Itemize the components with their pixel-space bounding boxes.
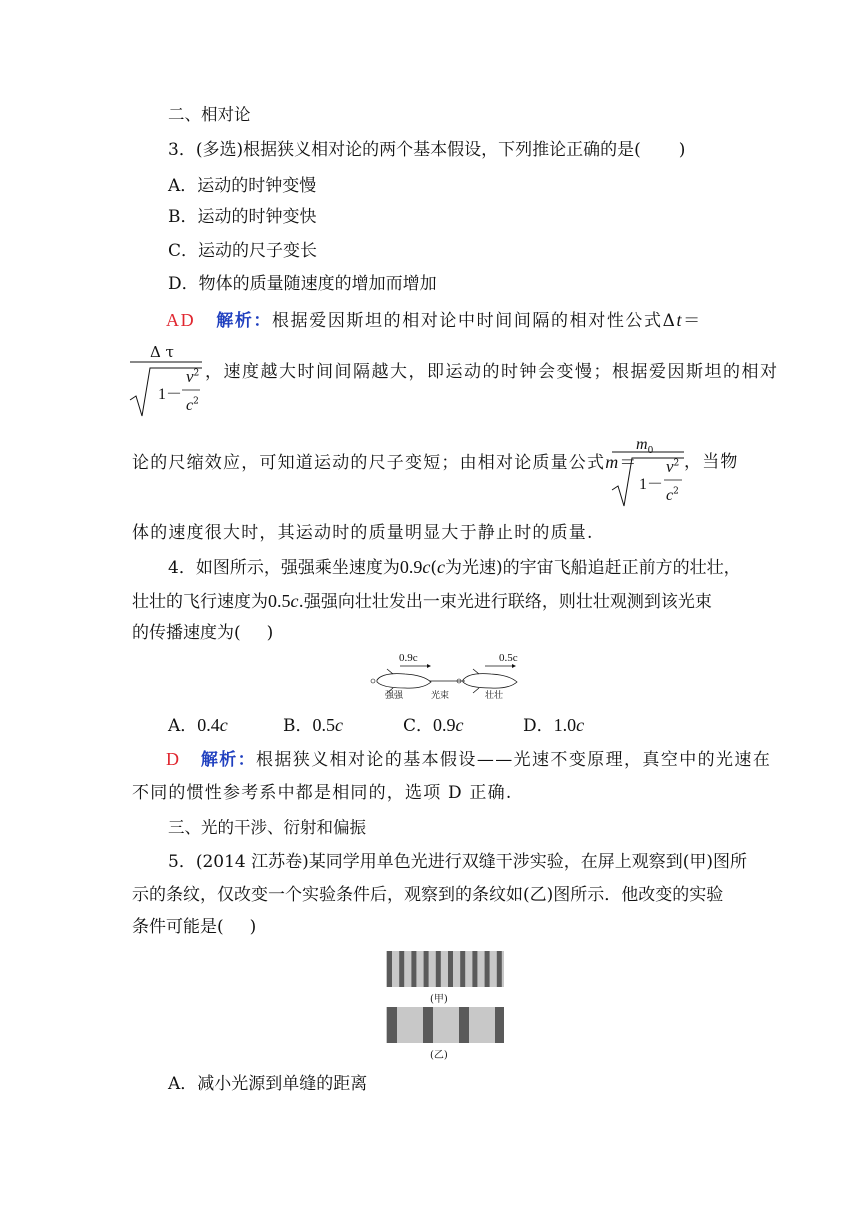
q4-analysis-text1: 根据狭义相对论的基本假设——光速不变原理，真空中的光速在 <box>256 750 772 770</box>
dark-fringe <box>497 951 502 987</box>
q4-stem-line1 <box>168 557 741 578</box>
q3-stem <box>168 140 685 160</box>
q3-frac2-v2 <box>666 457 679 477</box>
section-title-relativity: 二、相对论 <box>168 105 251 124</box>
dark-fringe <box>460 951 465 987</box>
q5-fringe-yi-stripes <box>386 1007 504 1043</box>
q4-option-b <box>283 715 343 736</box>
q3-analysis-line1 <box>166 310 702 331</box>
dark-fringe <box>424 951 429 987</box>
q3-frac2-v-exp: 2 <box>673 458 680 469</box>
q5-label-yi: (乙) <box>430 1050 448 1061</box>
q4-text3b: ) <box>266 623 274 643</box>
dark-fringe <box>436 951 441 987</box>
q4-text1b: ( <box>430 558 437 578</box>
q4-fig-label-light: 光束 <box>431 691 450 701</box>
dark-fringe <box>387 951 392 987</box>
q3-frac2-m: m <box>636 436 648 453</box>
q3-option-d: D．物体的质量随速度的增加而增加 <box>168 274 437 294</box>
q3-frac1-c-exp: 2 <box>193 396 199 407</box>
q5-text3b: ) <box>249 917 257 937</box>
q4-opt-d-value: 1.0 <box>553 715 577 735</box>
q3-option-a: A．运动的时钟变慢 <box>168 176 317 196</box>
q4-fig-label-zhuangzhuang: 壮壮 <box>485 691 504 701</box>
q4-opt-b-value: 0.5 <box>312 715 335 735</box>
q3-analysis-text3: 论的尺缩效应，可知道运动的尺子变短；由相对论质量公式 <box>132 453 606 473</box>
q3-frac1-v2 <box>186 367 199 387</box>
q4-text2b: .强强向壮壮发出一束光进行联络，则壮壮观测到该光束 <box>298 592 712 612</box>
q4-c2: c <box>436 557 445 577</box>
q4-opt-c-unit: c <box>455 715 464 735</box>
q3-analysis-line3b: ，当物 <box>684 452 739 472</box>
q3-frac1-c2 <box>186 395 199 415</box>
q5-stem-line2: 示的条纹，仅改变一个实验条件后，观察到的条纹如(乙)图所示．他改变的实验 <box>132 885 724 905</box>
q3-analysis-text1: 根据爱因斯坦的相对论中时间间隔的相对性公式 <box>272 311 663 331</box>
q3-frac1-numerator: Δ τ <box>150 343 174 361</box>
q3-analysis-line3a <box>132 452 638 473</box>
q4-text2: 壮壮的飞行速度为 <box>132 592 268 612</box>
q3-frac1-v-exp: 2 <box>193 368 200 379</box>
q3-analysis-line2: ，速度越大时间间隔越大，即运动的时钟会变慢；根据爱因斯坦的相对 <box>205 362 779 382</box>
q3-stem-text: 3．(多选)根据狭义相对论的两个基本假设，下列推论正确的是( <box>168 140 641 160</box>
q4-opt-b-letter: B． <box>283 716 313 736</box>
q3-frac2-v: v <box>666 457 674 476</box>
q4-opt-d-letter: D． <box>523 716 554 736</box>
q4-opt-c-value: 0.9 <box>433 715 456 735</box>
q3-formula-delta: Δ <box>662 311 677 331</box>
q3-frac1-v: v <box>186 367 194 386</box>
q3-frac2-c2 <box>666 485 679 505</box>
dark-fringe <box>459 1007 469 1043</box>
dark-fringe <box>485 951 490 987</box>
q3-frac2-one-minus: 1－ <box>639 476 664 493</box>
q4-fig-label-qiangqiang: 强强 <box>385 691 404 701</box>
q3-frac1-one-minus: 1－ <box>158 386 183 403</box>
dark-fringe <box>448 951 453 987</box>
q4-option-d <box>523 715 584 736</box>
q5-fringe-jia <box>386 951 504 987</box>
q3-frac2-m-sub: 0 <box>647 446 654 457</box>
q3-analysis-label: 解析： <box>216 311 273 331</box>
q4-c1: c <box>422 557 431 577</box>
q4-v2: 0.5 <box>268 591 291 611</box>
dark-fringe <box>423 1007 433 1043</box>
q5-option-a: A．减小光源到单缝的距离 <box>168 1074 368 1094</box>
q3-option-c: C．运动的尺子变长 <box>168 241 318 261</box>
q4-option-c <box>403 715 464 736</box>
q4-option-a <box>168 715 228 736</box>
q4-fig-speed2: 0.5c <box>499 652 518 664</box>
q3-formula-eq: ＝ <box>683 311 702 331</box>
q4-opt-a-letter: A． <box>168 716 198 736</box>
q4-opt-a-value: 0.4 <box>197 715 220 735</box>
q4-v1: 0.9 <box>399 557 423 577</box>
q4-text3: 的传播速度为( <box>132 623 241 643</box>
q5-stem-line1: 5．(2014 江苏卷)某同学用单色光进行双缝干涉实验，在屏上观察到(甲)图所 <box>168 852 748 872</box>
section-title-optics: 三、光的干涉、衍射和偏振 <box>168 818 366 837</box>
dark-fringe <box>495 1007 504 1043</box>
q4-opt-a-unit: c <box>219 715 228 735</box>
q4-c3: c <box>290 591 299 611</box>
q3-analysis-line4: 体的速度很大时，其运动时的质量明显大于静止时的质量. <box>132 523 594 543</box>
q3-frac2-c: c <box>666 487 674 504</box>
q5-fringe-jia-stripes <box>386 951 504 987</box>
dark-fringe <box>411 951 416 987</box>
q4-stem-line3 <box>132 623 273 643</box>
dark-fringe <box>387 1007 397 1043</box>
q3-mass-var: m <box>605 452 620 472</box>
q5-text3: 条件可能是( <box>132 917 224 937</box>
q4-figure <box>365 652 535 700</box>
q4-opt-c-letter: C． <box>403 716 434 736</box>
q3-stem-close: ) <box>678 140 686 160</box>
q3-formula-t: t <box>676 310 684 330</box>
q4-opt-b-unit: c <box>335 715 343 735</box>
q3-answer: AD <box>166 310 196 330</box>
q5-stem-line3 <box>132 917 256 937</box>
q3-frac2-c-exp: 2 <box>673 486 679 497</box>
q4-analysis-label: 解析： <box>200 750 257 770</box>
q4-fig-speed1: 0.9c <box>399 652 418 664</box>
q3-mass-eq: ＝ <box>619 453 638 473</box>
q4-analysis-line2: 不同的惯性参考系中都是相同的，选项 D 正确. <box>132 783 513 803</box>
q4-text1c: 为光速)的宇宙飞船追赶正前方的壮壮， <box>444 558 741 578</box>
q3-option-b: B．运动的时钟变快 <box>168 207 317 227</box>
q3-frac1-c: c <box>186 397 194 414</box>
q5-fringe-yi <box>386 1007 504 1043</box>
dark-fringe <box>399 951 404 987</box>
q4-text1: 4．如图所示，强强乘坐速度为 <box>168 558 400 578</box>
dark-fringe <box>472 951 477 987</box>
q4-opt-d-unit: c <box>576 715 585 735</box>
q5-label-jia: (甲) <box>430 994 448 1005</box>
q4-stem-line2 <box>132 591 712 612</box>
q4-analysis-line1 <box>166 749 771 770</box>
q4-answer: D <box>166 749 181 769</box>
